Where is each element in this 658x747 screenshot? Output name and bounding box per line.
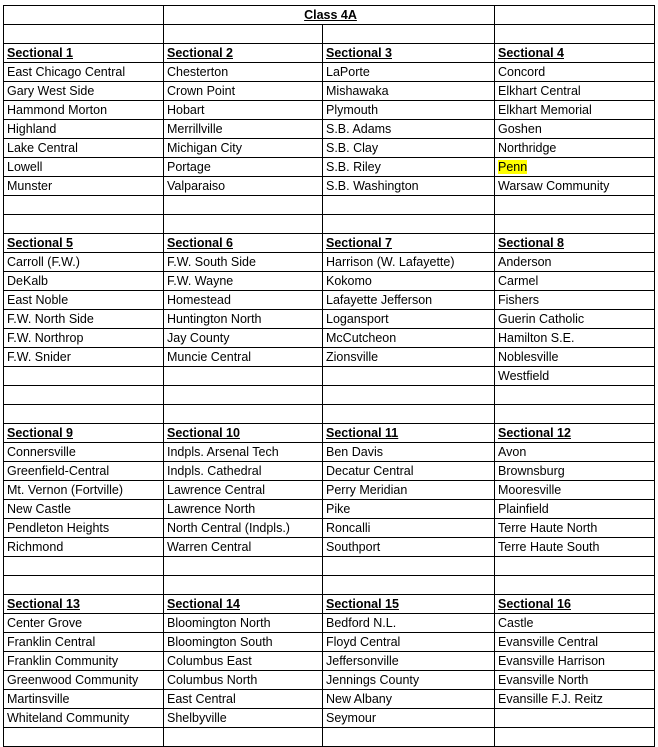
spacer-row	[4, 576, 655, 595]
school-cell: Lawrence Central	[164, 481, 323, 500]
school-cell: Franklin Central	[4, 633, 164, 652]
empty-cell	[164, 25, 323, 44]
school-cell: Perry Meridian	[323, 481, 495, 500]
school-cell: Hammond Morton	[4, 101, 164, 120]
school-cell: Noblesville	[495, 348, 655, 367]
school-cell: Muncie Central	[164, 348, 323, 367]
school-cell: S.B. Washington	[323, 177, 495, 196]
empty-cell	[164, 386, 323, 405]
school-cell	[495, 158, 655, 177]
school-cell: Munster	[4, 177, 164, 196]
empty-cell	[495, 25, 655, 44]
school-cell: Mooresville	[495, 481, 655, 500]
school-cell: Lake Central	[4, 139, 164, 158]
table-row	[4, 101, 655, 120]
school-cell: Castle	[495, 614, 655, 633]
sectional-header: Sectional 6	[164, 234, 323, 253]
sectional-header-row	[4, 424, 655, 443]
spacer-row	[4, 196, 655, 215]
spacer-row	[4, 215, 655, 234]
spacer-row	[4, 386, 655, 405]
school-cell: Jennings County	[323, 671, 495, 690]
table-row	[4, 614, 655, 633]
empty-cell	[4, 215, 164, 234]
table-row	[4, 291, 655, 310]
empty-cell	[495, 728, 655, 747]
school-cell: Fishers	[495, 291, 655, 310]
school-cell: Guerin Catholic	[495, 310, 655, 329]
table-row	[4, 633, 655, 652]
school-cell: Anderson	[495, 253, 655, 272]
school-cell: Seymour	[323, 709, 495, 728]
empty-cell	[323, 576, 495, 595]
school-cell: Greenwood Community	[4, 671, 164, 690]
school-cell: East Central	[164, 690, 323, 709]
table-row	[4, 310, 655, 329]
spacer-row	[4, 405, 655, 424]
sectional-header: Sectional 10	[164, 424, 323, 443]
sectional-header: Sectional 14	[164, 595, 323, 614]
school-cell: Bloomington South	[164, 633, 323, 652]
school-cell: Center Grove	[4, 614, 164, 633]
school-cell: Zionsville	[323, 348, 495, 367]
table-row	[4, 690, 655, 709]
school-cell: S.B. Riley	[323, 158, 495, 177]
school-cell: Warren Central	[164, 538, 323, 557]
empty-cell	[495, 386, 655, 405]
school-cell: New Castle	[4, 500, 164, 519]
empty-cell	[323, 405, 495, 424]
empty-cell	[495, 405, 655, 424]
table-title: Class 4A	[164, 6, 495, 25]
empty-cell	[164, 405, 323, 424]
empty-cell	[495, 557, 655, 576]
school-cell: Crown Point	[164, 82, 323, 101]
empty-cell	[495, 6, 655, 25]
sectional-header-row	[4, 595, 655, 614]
school-cell: Northridge	[495, 139, 655, 158]
sectional-header: Sectional 3	[323, 44, 495, 63]
school-cell: Ben Davis	[323, 443, 495, 462]
table-row	[4, 652, 655, 671]
table-row	[4, 82, 655, 101]
school-cell: Logansport	[323, 310, 495, 329]
school-cell: Evansville North	[495, 671, 655, 690]
school-cell: F.W. Wayne	[164, 272, 323, 291]
empty-cell	[164, 728, 323, 747]
school-cell: Evansille F.J. Reitz	[495, 690, 655, 709]
school-cell: Plainfield	[495, 500, 655, 519]
school-cell: McCutcheon	[323, 329, 495, 348]
school-cell: Indpls. Cathedral	[164, 462, 323, 481]
empty-cell	[4, 25, 164, 44]
school-cell: Highland	[4, 120, 164, 139]
school-cell: North Central (Indpls.)	[164, 519, 323, 538]
spacer-row	[4, 25, 655, 44]
empty-cell	[323, 196, 495, 215]
spacer-row	[4, 728, 655, 747]
school-cell: Terre Haute South	[495, 538, 655, 557]
school-cell: Shelbyville	[164, 709, 323, 728]
empty-cell	[4, 386, 164, 405]
sectional-header-row	[4, 44, 655, 63]
table-row	[4, 671, 655, 690]
school-cell: Southport	[323, 538, 495, 557]
school-cell: S.B. Adams	[323, 120, 495, 139]
table-row	[4, 348, 655, 367]
empty-cell	[4, 196, 164, 215]
school-cell: Elkhart Memorial	[495, 101, 655, 120]
empty-cell	[4, 6, 164, 25]
sectional-header: Sectional 11	[323, 424, 495, 443]
sectional-header: Sectional 4	[495, 44, 655, 63]
table-row	[4, 253, 655, 272]
table-row	[4, 500, 655, 519]
spacer-row	[4, 557, 655, 576]
empty-cell	[323, 386, 495, 405]
table-row	[4, 120, 655, 139]
table-row	[4, 462, 655, 481]
school-cell: Goshen	[495, 120, 655, 139]
school-cell: Jay County	[164, 329, 323, 348]
table-row	[4, 158, 655, 177]
school-cell: East Chicago Central	[4, 63, 164, 82]
table-row	[4, 329, 655, 348]
school-cell: Indpls. Arsenal Tech	[164, 443, 323, 462]
school-cell: Portage	[164, 158, 323, 177]
table-row	[4, 538, 655, 557]
school-cell: Terre Haute North	[495, 519, 655, 538]
empty-cell	[495, 576, 655, 595]
empty-cell	[495, 709, 655, 728]
sectional-header: Sectional 16	[495, 595, 655, 614]
school-cell: Carroll (F.W.)	[4, 253, 164, 272]
school-cell: Bedford N.L.	[323, 614, 495, 633]
empty-cell	[4, 728, 164, 747]
table-row	[4, 272, 655, 291]
school-cell: Lowell	[4, 158, 164, 177]
school-cell: Elkhart Central	[495, 82, 655, 101]
table-row	[4, 443, 655, 462]
school-cell: Connersville	[4, 443, 164, 462]
empty-cell	[323, 25, 495, 44]
sectional-header: Sectional 12	[495, 424, 655, 443]
school-cell: DeKalb	[4, 272, 164, 291]
title-row	[4, 6, 655, 25]
table-row	[4, 709, 655, 728]
empty-cell	[164, 215, 323, 234]
school-cell: Michigan City	[164, 139, 323, 158]
school-cell: Franklin Community	[4, 652, 164, 671]
school-cell: Merrillville	[164, 120, 323, 139]
school-cell: F.W. South Side	[164, 253, 323, 272]
sectionals-table	[3, 5, 655, 747]
school-cell: Mt. Vernon (Fortville)	[4, 481, 164, 500]
school-cell: East Noble	[4, 291, 164, 310]
empty-cell	[164, 196, 323, 215]
empty-cell	[4, 367, 164, 386]
highlighted-school: Penn	[498, 160, 528, 174]
school-cell: Pike	[323, 500, 495, 519]
school-cell: Westfield	[495, 367, 655, 386]
table-row	[4, 367, 655, 386]
empty-cell	[323, 367, 495, 386]
table-row	[4, 139, 655, 158]
school-cell: Jeffersonville	[323, 652, 495, 671]
sectional-header: Sectional 7	[323, 234, 495, 253]
sectional-header: Sectional 9	[4, 424, 164, 443]
school-cell: Harrison (W. Lafayette)	[323, 253, 495, 272]
school-cell: Homestead	[164, 291, 323, 310]
school-cell: Valparaiso	[164, 177, 323, 196]
school-cell: F.W. Northrop	[4, 329, 164, 348]
school-cell: Floyd Central	[323, 633, 495, 652]
empty-cell	[495, 215, 655, 234]
school-cell: Huntington North	[164, 310, 323, 329]
school-cell: F.W. Snider	[4, 348, 164, 367]
empty-cell	[4, 405, 164, 424]
school-cell: Plymouth	[323, 101, 495, 120]
school-cell: S.B. Clay	[323, 139, 495, 158]
empty-cell	[495, 196, 655, 215]
school-cell: Columbus East	[164, 652, 323, 671]
table-row	[4, 177, 655, 196]
sectional-header: Sectional 1	[4, 44, 164, 63]
school-cell: LaPorte	[323, 63, 495, 82]
school-cell: Bloomington North	[164, 614, 323, 633]
sectional-header: Sectional 2	[164, 44, 323, 63]
school-cell: Carmel	[495, 272, 655, 291]
school-cell: Lafayette Jefferson	[323, 291, 495, 310]
school-cell: Brownsburg	[495, 462, 655, 481]
empty-cell	[164, 576, 323, 595]
empty-cell	[323, 728, 495, 747]
school-cell: New Albany	[323, 690, 495, 709]
school-cell: Gary West Side	[4, 82, 164, 101]
school-cell: Roncalli	[323, 519, 495, 538]
school-cell: Whiteland Community	[4, 709, 164, 728]
empty-cell	[323, 557, 495, 576]
sectional-header: Sectional 8	[495, 234, 655, 253]
school-cell: Avon	[495, 443, 655, 462]
empty-cell	[4, 557, 164, 576]
table-row	[4, 481, 655, 500]
school-cell: Lawrence North	[164, 500, 323, 519]
school-cell: Hobart	[164, 101, 323, 120]
empty-cell	[164, 557, 323, 576]
school-cell: F.W. North Side	[4, 310, 164, 329]
school-cell: Columbus North	[164, 671, 323, 690]
school-cell: Concord	[495, 63, 655, 82]
school-cell: Greenfield-Central	[4, 462, 164, 481]
school-cell: Evansville Harrison	[495, 652, 655, 671]
school-cell: Warsaw Community	[495, 177, 655, 196]
school-cell: Kokomo	[323, 272, 495, 291]
school-cell: Pendleton Heights	[4, 519, 164, 538]
school-cell: Evansville Central	[495, 633, 655, 652]
sectional-header: Sectional 13	[4, 595, 164, 614]
sectional-header-row	[4, 234, 655, 253]
school-cell: Hamilton S.E.	[495, 329, 655, 348]
school-cell: Chesterton	[164, 63, 323, 82]
table-row	[4, 63, 655, 82]
school-cell: Richmond	[4, 538, 164, 557]
school-cell: Decatur Central	[323, 462, 495, 481]
school-cell: Martinsville	[4, 690, 164, 709]
table-row	[4, 519, 655, 538]
school-cell: Mishawaka	[323, 82, 495, 101]
empty-cell	[323, 215, 495, 234]
sectional-header: Sectional 5	[4, 234, 164, 253]
empty-cell	[164, 367, 323, 386]
sectional-header: Sectional 15	[323, 595, 495, 614]
empty-cell	[4, 576, 164, 595]
